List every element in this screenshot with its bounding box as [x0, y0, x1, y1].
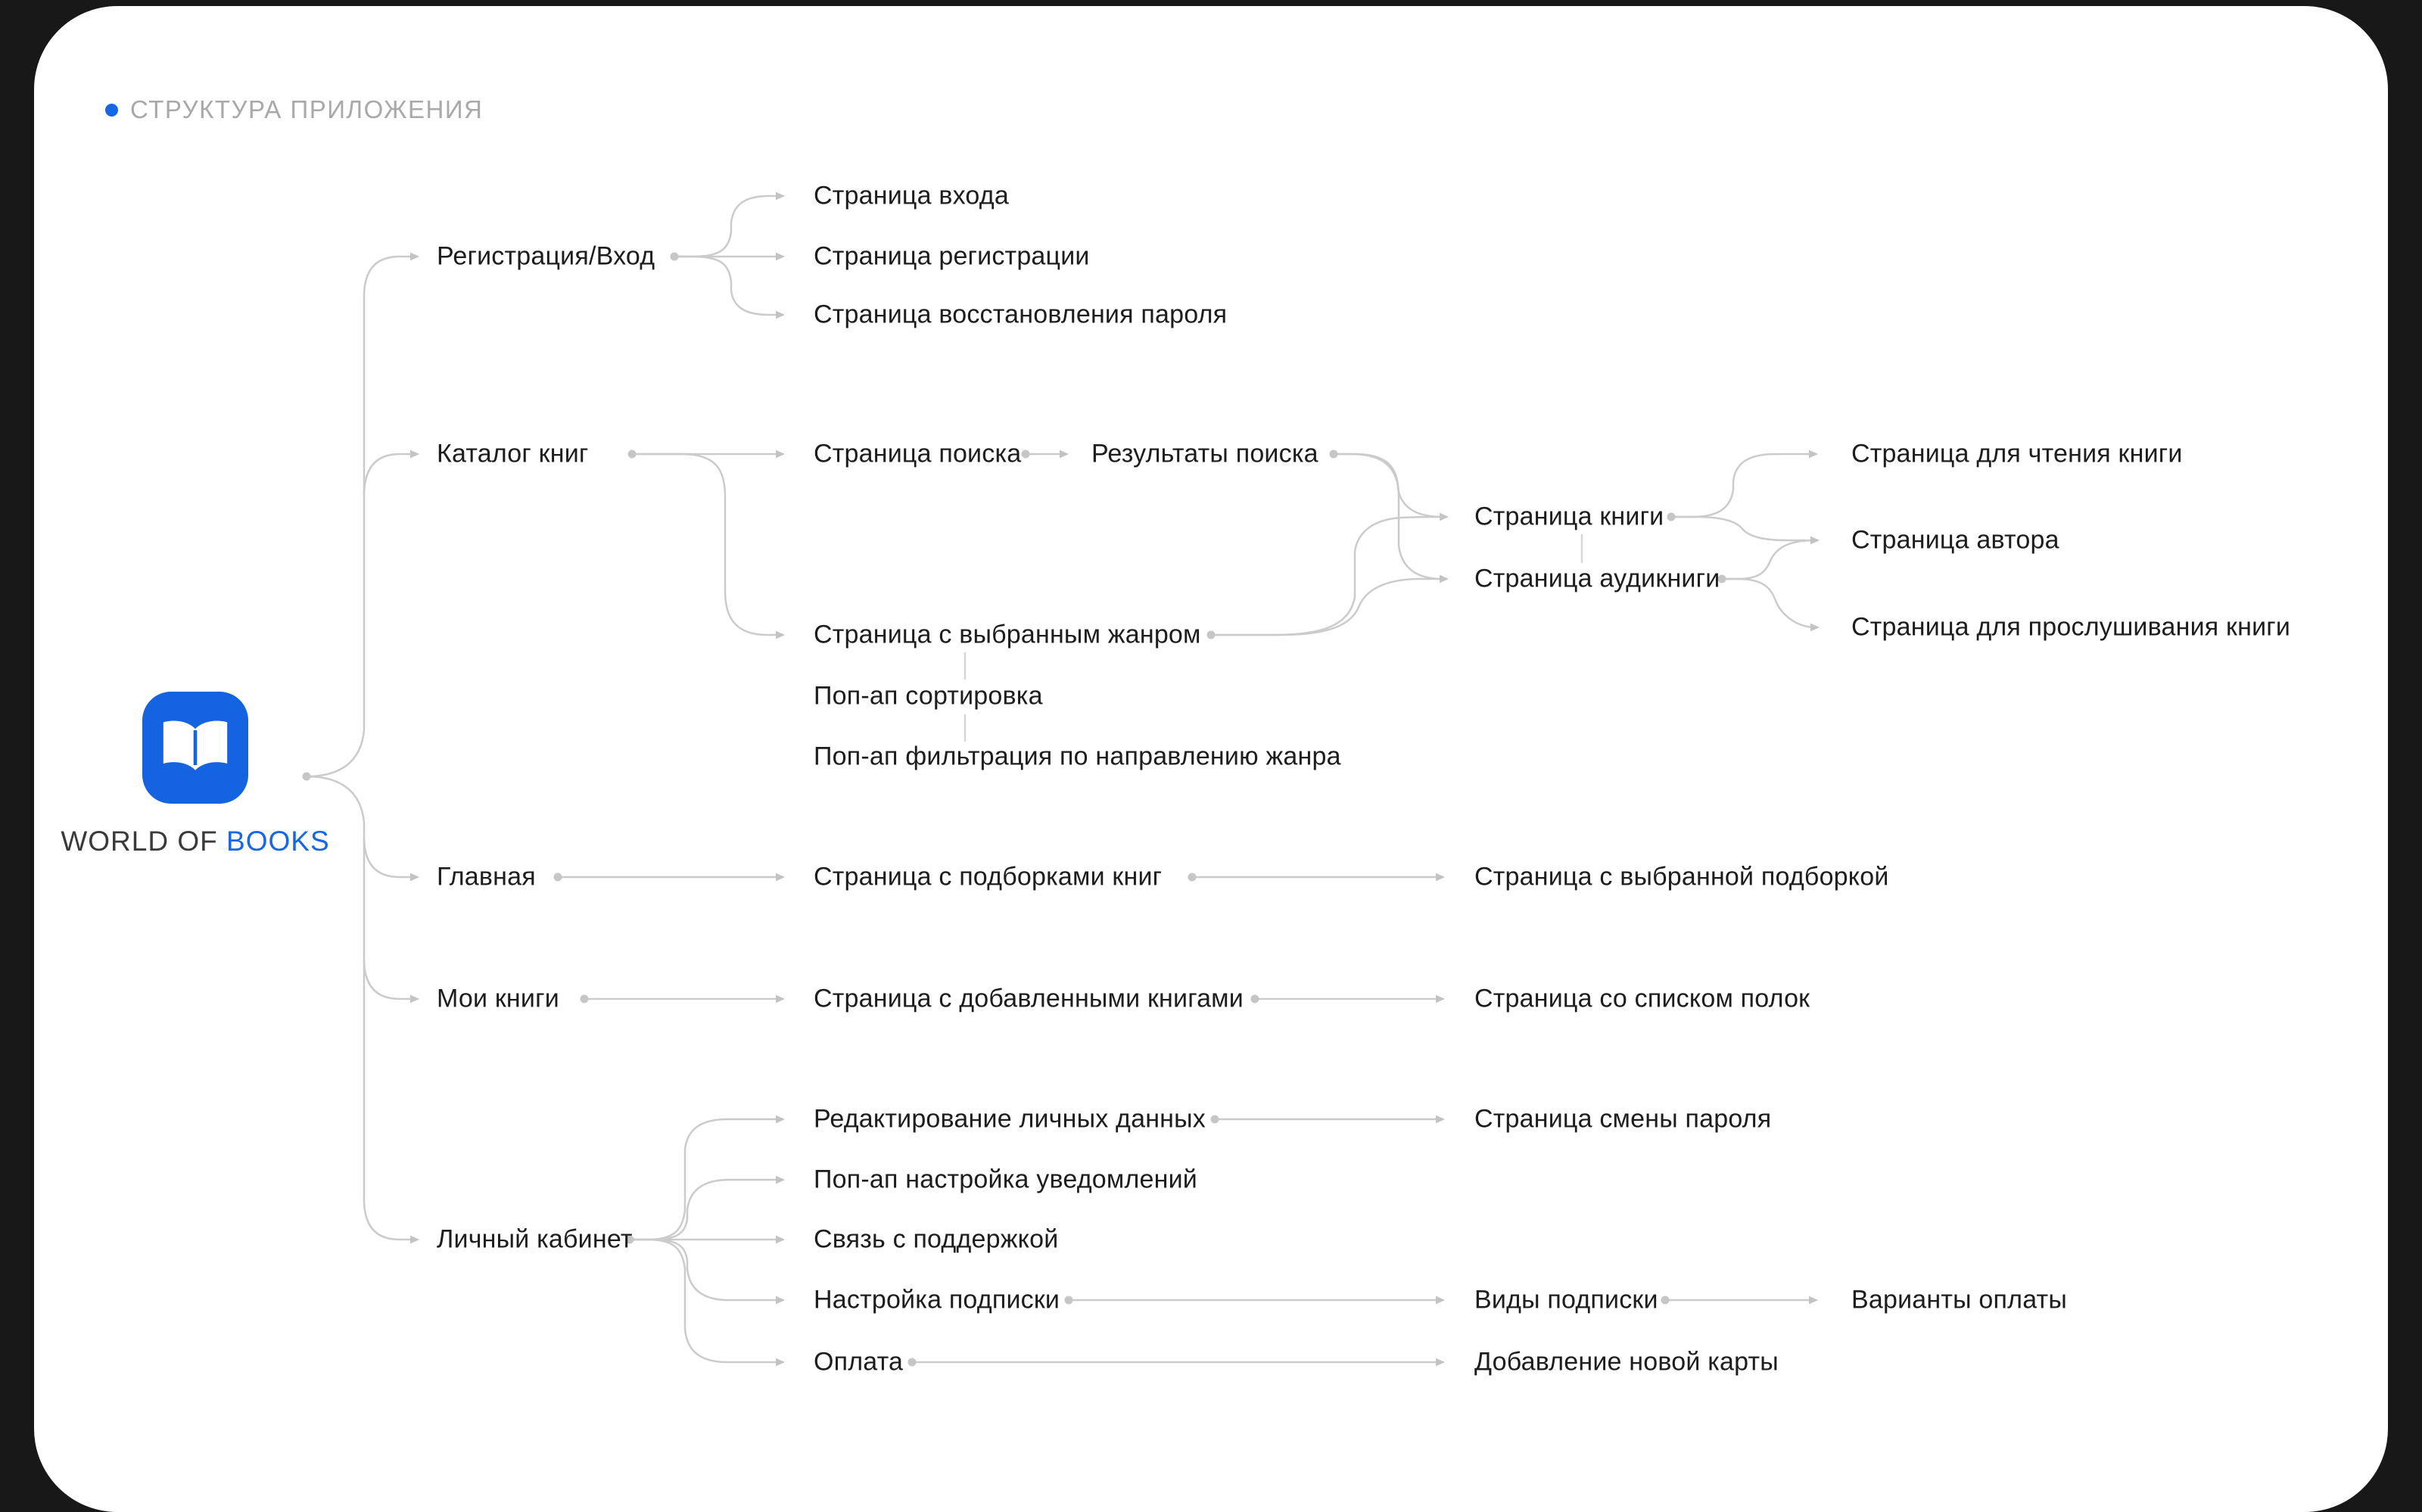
- node-selected-collection-page: Страница с выбранной подборкой: [1474, 862, 1889, 891]
- node-popup-sorting: Поп-ап сортировка: [814, 681, 1043, 711]
- node-personal-account: Личный кабинет: [437, 1224, 633, 1254]
- node-password-recovery-page: Страница восстановления пароля: [814, 300, 1228, 329]
- node-payment: Оплата: [814, 1347, 904, 1377]
- app-logo: [142, 692, 248, 804]
- node-registration-page: Страница регистрации: [814, 241, 1090, 271]
- node-subscription-settings: Настройка подписки: [814, 1285, 1060, 1314]
- node-author-page: Страница автора: [1851, 525, 2059, 555]
- node-shelves-list-page: Страница со списком полок: [1474, 984, 1810, 1013]
- node-support-contact: Связь с поддержкой: [814, 1224, 1059, 1254]
- node-audiobook-page: Страница аудикниги: [1474, 564, 1720, 593]
- node-popup-genre-filter: Поп-ап фильтрация по направлению жанра: [814, 742, 1341, 771]
- node-listening-page: Страница для прослушивания книги: [1851, 612, 2291, 642]
- node-subscription-types: Виды подписки: [1474, 1285, 1658, 1314]
- node-selected-genre-page: Страница с выбранным жанром: [814, 620, 1201, 649]
- node-popup-notifications: Поп-ап настройка уведомлений: [814, 1165, 1197, 1194]
- node-book-page: Страница книги: [1474, 502, 1664, 531]
- node-search-page: Страница поиска: [814, 439, 1022, 468]
- node-book-collections-page: Страница с подборками книг: [814, 862, 1163, 891]
- node-edit-personal-data: Редактирование личных данных: [814, 1104, 1206, 1134]
- node-search-results: Результаты поиска: [1091, 439, 1318, 468]
- node-password-change-page: Страница смены пароля: [1474, 1104, 1772, 1134]
- node-reading-page: Страница для чтения книги: [1851, 439, 2183, 468]
- node-login-page: Страница входа: [814, 181, 1009, 210]
- root-node-label: [61, 826, 329, 857]
- brand-accent: BOOKS: [226, 826, 330, 857]
- node-my-books: Мои книги: [437, 984, 559, 1013]
- node-home: Главная: [437, 862, 536, 891]
- open-book-icon: [160, 720, 230, 776]
- node-book-catalog: Каталог книг: [437, 439, 589, 468]
- node-added-books-page: Страница с добавленными книгами: [814, 984, 1244, 1013]
- node-add-new-card: Добавление новой карты: [1474, 1347, 1779, 1377]
- brand-primary: WORLD OF: [61, 826, 218, 857]
- node-payment-options: Варианты оплаты: [1851, 1285, 2067, 1314]
- node-registration-login: Регистрация/Вход: [437, 241, 655, 271]
- page-title-text: СТРУКТУРА ПРИЛОЖЕНИЯ: [130, 95, 484, 123]
